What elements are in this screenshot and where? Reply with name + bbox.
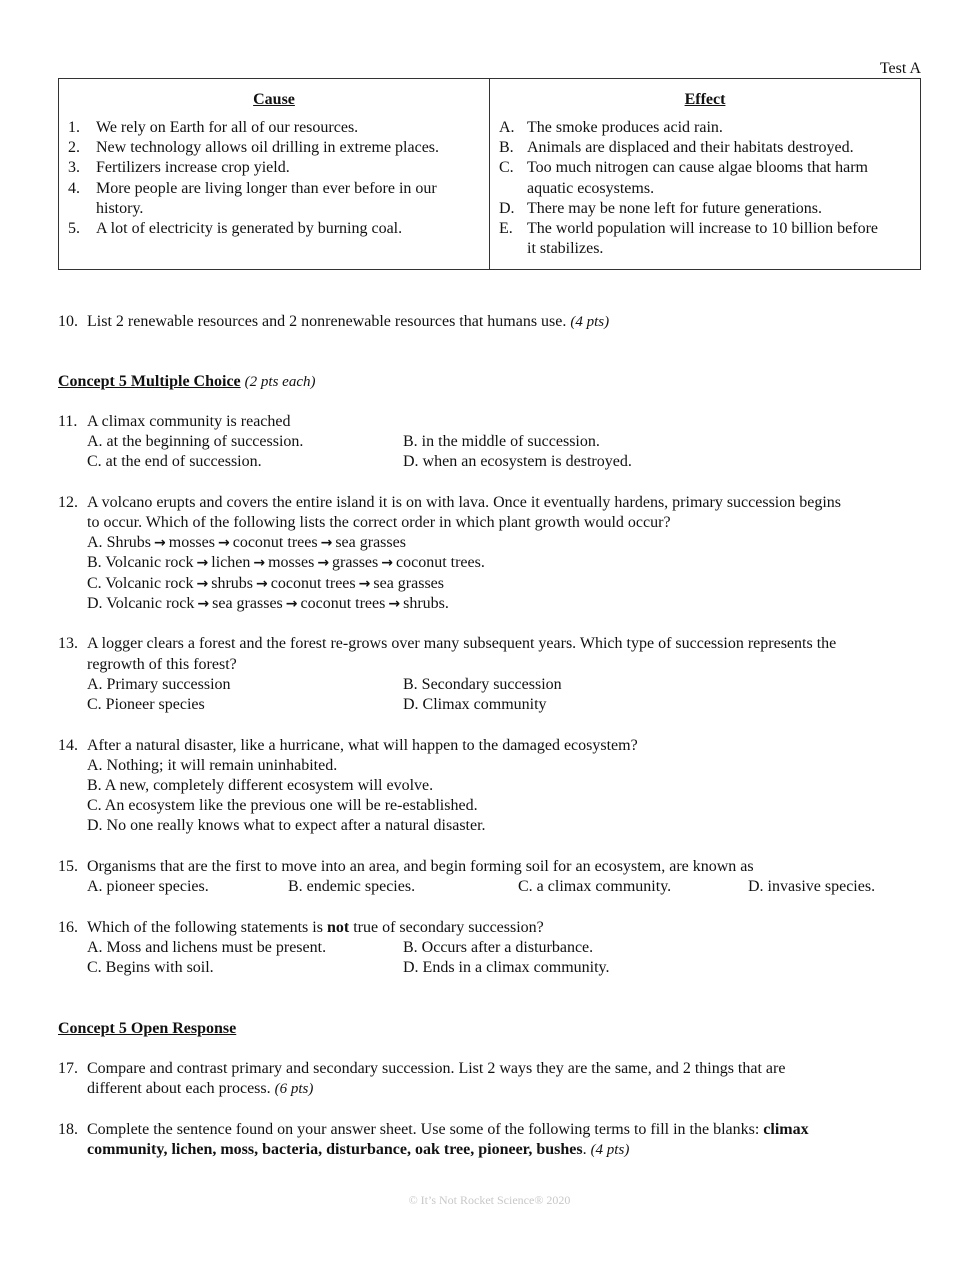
mc-section-header [58, 372, 315, 392]
arrow-right-icon: → [358, 575, 371, 592]
option-d: D. Climax community [403, 696, 547, 713]
effect-column [490, 79, 921, 270]
option-b: B. Volcanic rock → lichen → mosses → grasses → coconut trees. [87, 554, 485, 572]
cause-header: Cause [253, 91, 295, 108]
option-b: B. in the middle of succession. [403, 433, 600, 450]
option-b: B. A new, completely different ecosystem will evolve. [87, 777, 434, 794]
succession-step: coconut trees [232, 534, 318, 551]
question-10 [58, 312, 610, 332]
item-marker: E. [499, 220, 513, 237]
option-d: D. when an ecosystem is destroyed. [403, 453, 632, 470]
item-text: Fertilizers increase crop yield. [96, 159, 290, 177]
succession-step: Shrubs [106, 534, 152, 551]
arrow-right-icon: → [381, 555, 393, 572]
question-text-line-2: different about each process. (6 pts) [87, 1080, 314, 1097]
item-marker: 5. [68, 220, 80, 237]
option-c: C. Begins with soil. [87, 959, 214, 976]
arrow-right-icon: → [154, 535, 166, 551]
option-a: A. pioneer species. [87, 878, 209, 895]
question-number: 15. [58, 858, 78, 875]
succession-step: Volcanic rock [105, 574, 194, 592]
arrow-right-icon: → [197, 595, 210, 612]
arrow-right-icon: → [317, 555, 330, 572]
copyright-footer: © It’s Not Rocket Science® 2020 [408, 1193, 571, 1207]
option-c: C. Volcanic rock → shrubs → coconut trees → sea grasses [87, 574, 444, 592]
option-d: D. No one really knows what to expect after a natural disaster. [87, 817, 486, 834]
succession-step: mosses [168, 534, 215, 551]
option-c: C. Pioneer species [87, 696, 205, 713]
succession-step: shrubs [211, 574, 254, 592]
question-number: 18. [58, 1121, 78, 1138]
item-text: A lot of electricity is generated by burning coal. [96, 220, 403, 237]
question-number: 17. [58, 1060, 78, 1077]
item-text: We rely on Earth for all of our resources. [96, 119, 359, 136]
effect-header: Effect [684, 91, 726, 108]
arrow-right-icon: → [388, 595, 401, 612]
section-points: (2 pts each) [244, 374, 316, 390]
arrow-right-icon: → [285, 595, 298, 612]
cause-column [59, 79, 490, 270]
item-marker: 4. [68, 179, 80, 197]
succession-step: sea grasses [373, 574, 444, 592]
succession-step: coconut trees [270, 574, 356, 592]
test-label: Test A [879, 60, 921, 77]
option-c: C. a climax community. [518, 878, 672, 895]
question-number: 13. [58, 635, 78, 652]
item-text: More people are living longer than ever before in our [96, 179, 437, 197]
option-b: B. endemic species. [288, 878, 416, 895]
question-stem: After a natural disaster, like a hurricane, what will happen to the damaged ecosystem? [87, 737, 638, 754]
succession-step: sea grasses [212, 594, 283, 612]
question-number: 12. [58, 494, 78, 511]
item-text: The smoke produces acid rain. [527, 119, 723, 136]
question-number: 14. [58, 737, 78, 754]
question-stem: A climax community is reached [87, 413, 291, 430]
question-stem-line-1: A logger clears a forest and the forest re-grows over many subsequent years. Which type of succession represents the [87, 635, 837, 652]
cause-effect-table [58, 78, 921, 270]
succession-step: coconut trees [300, 594, 386, 612]
question-stem-line-2: regrowth of this forest? [87, 656, 237, 673]
succession-step: Volcanic rock [106, 594, 195, 612]
option-d: D. Volcanic rock → sea grasses → coconut trees → shrubs. [87, 594, 449, 612]
question-number: 16. [58, 919, 78, 936]
arrow-right-icon: → [196, 555, 209, 572]
item-text: aquatic ecosystems. [527, 179, 655, 197]
item-marker: 1. [68, 119, 80, 136]
item-marker: B. [499, 139, 514, 157]
succession-step: lichen [211, 554, 251, 572]
question-number: 10. [58, 313, 78, 330]
item-text: New technology allows oil drilling in extreme places. [96, 139, 440, 157]
item-marker: C. [499, 159, 514, 177]
item-text: history. [96, 199, 144, 217]
or-section-header: Concept 5 Open Response [58, 1020, 237, 1037]
question-stem: Organisms that are the first to move into an area, and begin forming soil for an ecosystem, are known as [87, 858, 754, 875]
succession-step: shrubs. [403, 594, 449, 612]
item-text: Animals are displaced and their habitats destroyed. [527, 139, 854, 157]
item-text: The world population will increase to 10 billion before [527, 220, 879, 237]
option-a: A. at the beginning of succession. [87, 433, 304, 450]
option-a: A. Primary succession [87, 676, 231, 693]
arrow-right-icon: → [217, 535, 230, 551]
question-stem-line-1: A volcano erupts and covers the entire island it is on with lava. Once it eventually hardens, primary succession begins [87, 494, 842, 511]
option-c: C. An ecosystem like the previous one will be re-established. [87, 797, 478, 814]
option-b: B. Secondary succession [403, 676, 562, 693]
item-marker: D. [499, 199, 515, 217]
question-stem: Which of the following statements is not true of secondary succession? [87, 919, 544, 936]
option-d: D. invasive species. [748, 878, 876, 895]
succession-step: mosses [268, 554, 315, 572]
item-marker: 2. [68, 139, 80, 157]
option-a: A. Nothing; it will remain uninhabited. [87, 757, 338, 774]
question-text: List 2 renewable resources and 2 nonrenewable resources that humans use. (4 pts) [87, 313, 610, 330]
option-c: C. at the end of succession. [87, 453, 262, 470]
option-b: B. Occurs after a disturbance. [403, 939, 594, 956]
arrow-right-icon: → [256, 575, 268, 592]
section-title: Concept 5 Multiple Choice [58, 373, 241, 390]
item-text: Too much nitrogen can cause algae blooms that harm [527, 159, 868, 177]
arrow-right-icon: → [320, 535, 333, 551]
question-stem-line-2: to occur. Which of the following lists the correct order in which plant growth would occur? [87, 514, 671, 531]
question-text-line-1: Compare and contrast primary and secondary succession. List 2 ways they are the same, and 2 things that are [87, 1060, 786, 1077]
option-d: D. Ends in a climax community. [403, 959, 610, 976]
option-a: A. Moss and lichens must be present. [87, 939, 327, 956]
question-text-line-2: community, lichen, moss, bacteria, disturbance, oak tree, pioneer, bushes. (4 pts) [87, 1141, 630, 1158]
question-number: 11. [58, 413, 78, 430]
succession-step: sea grasses [335, 534, 406, 551]
item-marker: 3. [68, 159, 80, 177]
item-text: it stabilizes. [527, 240, 604, 258]
option-a: A. Shrubs → mosses → coconut trees → sea grasses [87, 534, 406, 551]
succession-step: coconut trees. [396, 554, 485, 572]
item-marker: A. [499, 119, 515, 136]
item-text: There may be none left for future generations. [527, 199, 822, 217]
question-text-line-1: Complete the sentence found on your answer sheet. Use some of the following terms to fill in the blanks: climax [87, 1121, 809, 1138]
arrow-right-icon: → [253, 555, 266, 572]
arrow-right-icon: → [196, 575, 209, 592]
succession-step: Volcanic rock [105, 554, 194, 572]
succession-step: grasses [332, 554, 379, 572]
